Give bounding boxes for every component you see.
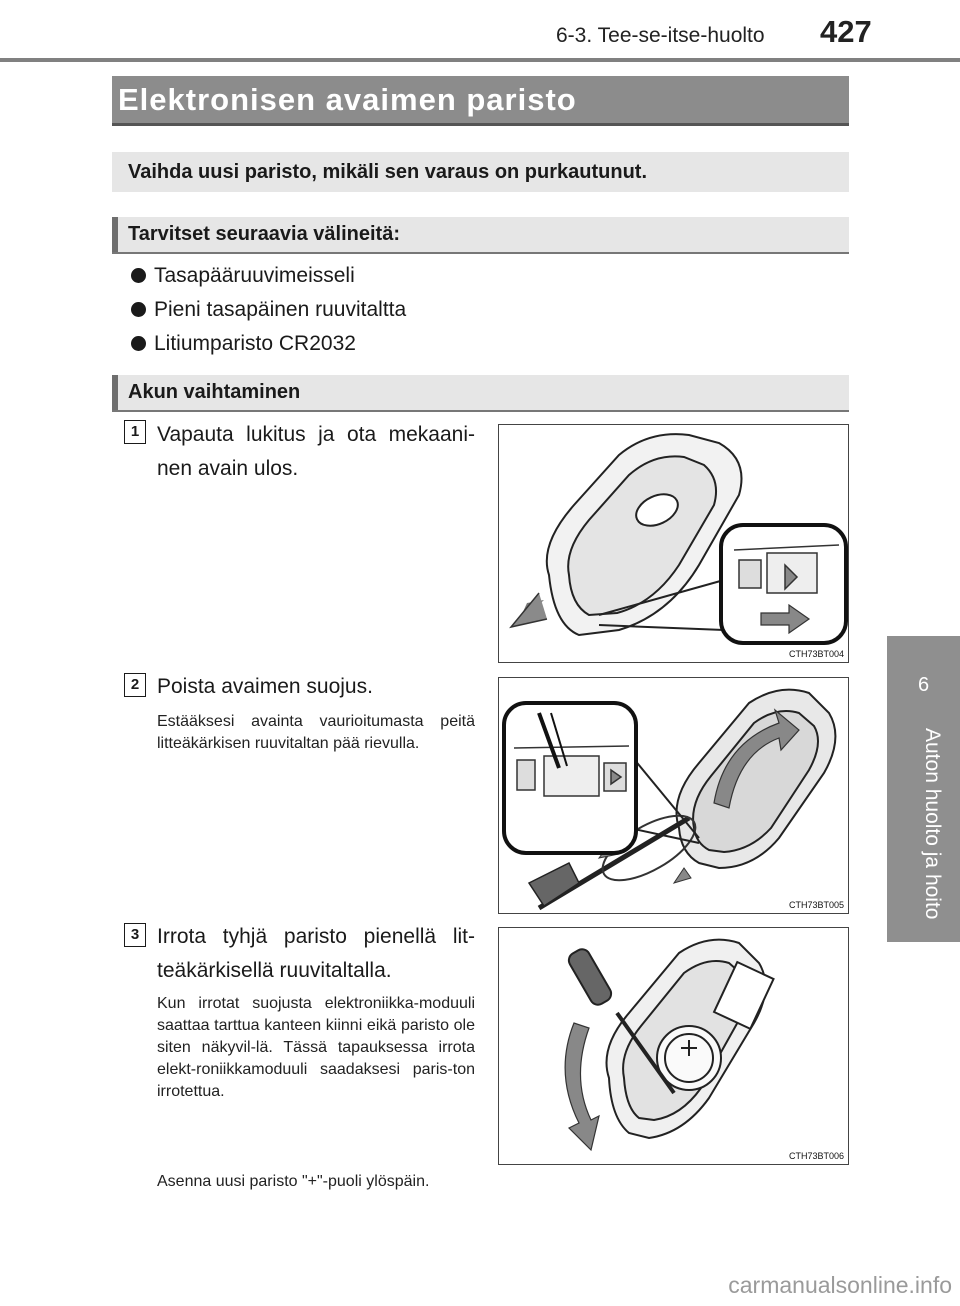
chapter-number: 6 (917, 674, 930, 696)
figure-battery-removal (498, 927, 849, 1165)
step-number: 2 (124, 673, 146, 697)
intro-note-box (112, 152, 849, 192)
figure-cover-removal (498, 677, 849, 914)
step-note: Estääksesi avainta vaurioitumasta peitä litteäkärkisen ruuvitaltan pää rievulla. (157, 713, 475, 752)
figure-code: CTH73BT004 (788, 649, 844, 659)
heading-accent (112, 217, 118, 252)
battery-removal-illustration (499, 928, 848, 1164)
step-number: 3 (124, 923, 146, 947)
key-fob-illustration (499, 425, 848, 662)
bullet-icon (131, 268, 146, 283)
header-divider (0, 58, 960, 62)
step-title: Poista avaimen suojus. (157, 675, 373, 698)
tool-label: Litiumparisto CR2032 (154, 332, 356, 355)
page-number: 427 (820, 14, 872, 49)
figure-code: CTH73BT006 (788, 1151, 844, 1161)
page-title: Elektronisen avaimen paristo (118, 82, 577, 117)
step-title: Irrota tyhjä paristo pienellä lit-teäkärkisellä ruuvitaltalla. (157, 925, 475, 982)
final-note: Asenna uusi paristo "+"-puoli ylöspäin. (157, 1173, 430, 1190)
bullet-icon (131, 302, 146, 317)
tools-heading-box (112, 217, 849, 254)
chapter-title: Auton huolto ja hoito (921, 728, 944, 920)
procedure-heading: Akun vaihtaminen (128, 381, 301, 403)
step-note: Kun irrotat suojusta elektroniikka-moduuli saattaa tarttua kanteen kiinni eikä paristo ole siten näkyvil-lä. Tässä tapauksessa irrota elekt-roniikkamoduuli saadaksesi paris-ton irrotettua. (157, 995, 475, 1100)
figure-key-release (498, 424, 849, 663)
bullet-icon (131, 336, 146, 351)
list-item (131, 298, 406, 322)
page-title-bar (112, 76, 849, 126)
list-item (131, 264, 355, 288)
procedure-heading-box (112, 375, 849, 412)
tool-label: Pieni tasapäinen ruuvitaltta (154, 298, 407, 321)
tools-heading: Tarvitset seuraavia välineitä: (128, 223, 400, 245)
figure-code: CTH73BT005 (788, 900, 844, 910)
step-number: 1 (124, 420, 146, 444)
section-title: 6-3. Tee-se-itse-huolto (556, 24, 765, 47)
heading-accent (112, 375, 118, 410)
tool-label: Tasapääruuvimeisseli (154, 264, 355, 287)
watermark: carmanualsonline.info (728, 1272, 952, 1298)
step-title: Vapauta lukitus ja ota mekaani-nen avain ulos. (157, 423, 475, 480)
list-item (131, 332, 356, 356)
intro-note: Vaihda uusi paristo, mikäli sen varaus on purkautunut. (128, 161, 648, 183)
cover-removal-illustration (499, 678, 848, 913)
chapter-tab (887, 636, 960, 942)
